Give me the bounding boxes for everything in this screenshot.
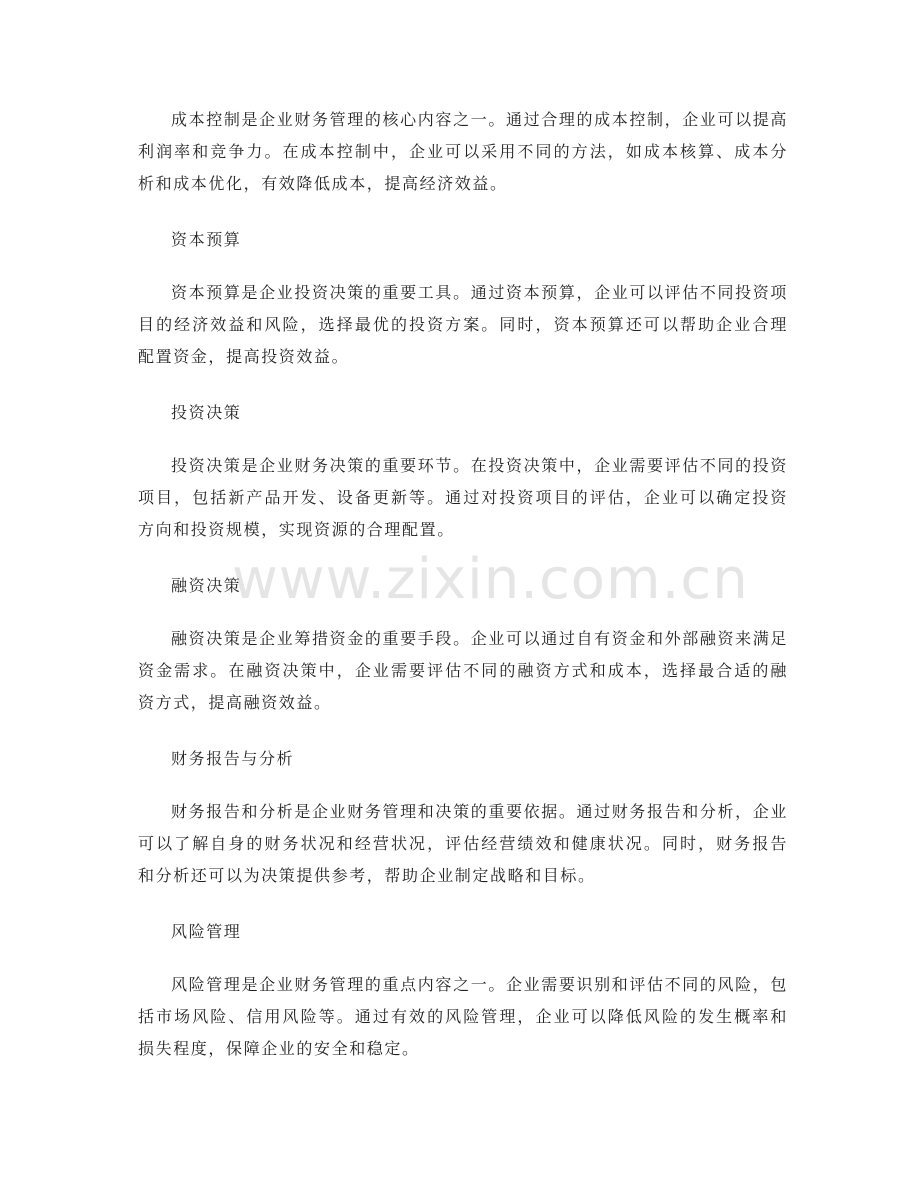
paragraph-cost-control: 成本控制是企业财务管理的核心内容之一。通过合理的成本控制，企业可以提高利润率和竞争力。在成本控制中，企业可以采用不同的方法，如成本核算、成本分析和成本优化，有效降低成本，提高经济效益。	[138, 110, 788, 193]
heading-financing-decision: 融资决策	[171, 576, 242, 595]
document-body	[138, 104, 788, 1065]
paragraph-investment-decision: 投资决策是企业财务决策的重要环节。在投资决策中，企业需要评估不同的投资项目，包括新产品开发、设备更新等。通过对投资项目的评估，企业可以确定投资方向和投资规模，实现资源的合理配置。	[138, 456, 788, 539]
paragraph-capital-budget: 资本预算是企业投资决策的重要工具。通过资本预算，企业可以评估不同投资项目的经济效益和风险，选择最优的投资方案。同时，资本预算还可以帮助企业合理配置资金，提高投资效益。	[138, 283, 788, 366]
heading-investment-decision: 投资决策	[171, 403, 242, 422]
heading-capital-budget: 资本预算	[171, 230, 242, 249]
watermark: www.zixin.com.cn	[232, 547, 749, 612]
paragraph-financing-decision: 融资决策是企业筹措资金的重要手段。企业可以通过自有资金和外部融资来满足资金需求。在融资决策中，企业需要评估不同的融资方式和成本，选择最合适的融资方式，提高融资效益。	[138, 629, 788, 712]
heading-financial-report: 财务报告与分析	[171, 749, 295, 768]
heading-risk-management: 风险管理	[171, 922, 242, 941]
paragraph-financial-report: 财务报告和分析是企业财务管理和决策的重要依据。通过财务报告和分析，企业可以了解自身的财务状况和经营状况，评估经营绩效和健康状况。同时，财务报告和分析还可以为决策提供参考，帮助企业制定战略和目标。	[138, 802, 788, 885]
paragraph-risk-management: 风险管理是企业财务管理的重点内容之一。企业需要识别和评估不同的风险，包括市场风险、信用风险等。通过有效的风险管理，企业可以降低风险的发生概率和损失程度，保障企业的安全和稳定。	[138, 975, 788, 1058]
